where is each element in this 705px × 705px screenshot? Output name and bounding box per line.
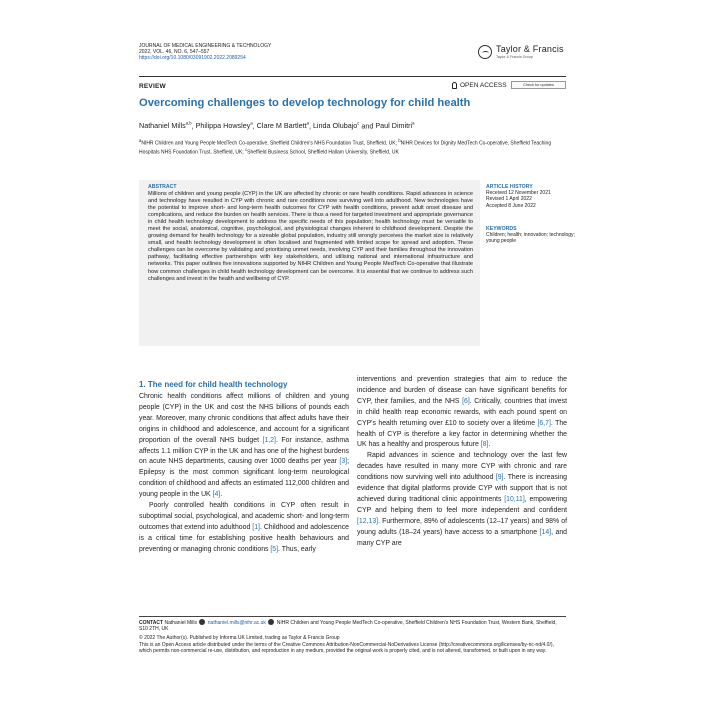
citation-link[interactable]: [1,2] [262,436,276,444]
copyright-note: © 2022 The Author(s). Published by Informa UK Limited, trading as Taylor & Francis Group [139,635,340,641]
journal-volume: 2022, VOL. 46, NO. 6, 547–557 [139,49,210,56]
article-type: REVIEW [139,83,166,90]
paragraph: Chronic health conditions affect millions of children and young people (CYP) in the UK and cost the NHS billions of pounds each year. Moreover, many chronic conditions that affect adults have their origins in childhood and adolescence, and account for a significant proportion of the overall NHS budget [1,2]. For instance, asthma affects 1.1 million CYP in the UK and has one of the highest burdens on acute NHS departments, causing over 1000 deaths per year [3]; Epilepsy is the most common significant long-term neurological condition of childhood and affects an estimated 112,000 children and young people in the UK [4]. [139,393,350,499]
paragraph: interventions and prevention strategies that aim to reduce the incidence and burden of disease can have significant benefits for CYP, their families, and the NHS [6]. Critically, countries that invest in child health reap economic rewards, with each pound spent on CYP's health returning over £10 to society over a lifetime [6,7]. The health of CYP is therefore a key factor in determining whether the UK has a healthy and prosperous future [8]. [357,376,568,449]
citation-link[interactable]: [6,7] [537,419,551,427]
keywords-text: Children; health; innovation; technology; young people [486,232,575,245]
author-name: Nathaniel Mills$^{a,b}$ [139,121,192,131]
paragraph: Poorly controlled health conditions in CYP often result in suboptimal social, psychological, and academic short- and long-term outcomes that extend into adulthood [1]. Childhood and adolescence is a critical time for establishing positive health behaviours and preventing or managing chronic conditions [5]. Thus, early [139,502,349,553]
revised-date: Revised 1 April 2022 [486,196,532,203]
author-list: Nathaniel Mills$^{a,b}$, Philippa Howsley$^a$, Clare M Bartlett$^a$, Linda Olubajo$^c$ and Paul Dimitri$^a$ [139,121,415,131]
paragraph: Rapid advances in science and technology over the last few decades have resulted in many more CYP with chronic and rare conditions now surviving well into adulthood [9]. There is increasing evidence that digital platforms provide CYP with support that is not achieved during traditional clinic appointments [10,11], empowering CYP and helping them to feel more independent and confident [12,13]. Furthermore, 89% of adolescents (12–17 years) and 98% of young adults (18–24 years) have access to a smartphone [14], and many CYP are [357,452,567,547]
author-name: Philippa Howsley$^a$ [195,121,253,131]
journal-header [139,43,271,62]
received-date: Received 12 November 2021 [486,190,551,197]
doi-link[interactable]: https://doi.org/10.1080/03091902.2022.2089254 [139,55,246,62]
publisher-logo-icon [478,45,492,59]
citation-link[interactable]: [14] [539,528,552,536]
article-history [486,184,576,209]
keywords [486,226,576,245]
citation-link[interactable]: [4] [212,491,221,499]
publisher-logo [478,44,564,59]
citation-link[interactable]: [8] [480,441,489,449]
author-name: Paul Dimitri$^a$ [375,121,415,131]
abstract-heading: ABSTRACT [148,184,177,190]
citation-link[interactable]: [6] [462,397,470,405]
keywords-heading: KEYWORDS [486,226,517,232]
journal-name: JOURNAL OF MEDICAL ENGINEERING & TECHNOLOGY [139,43,272,49]
email-icon [199,619,205,625]
article-title: Overcoming challenges to develop technology for child health [139,97,471,109]
open-lock-icon [452,82,457,89]
article-history-heading: ARTICLE HISTORY [486,184,533,190]
affiliations: $^a$NIHR Children and Young People MedTech Co-operative, Sheffield Children's NHS Foundation Trust, Sheffield, UK; $^b$NIHR Devices for Dignity MedTech Co-operative, Sheffield Teaching Hospitals NHS Foundation Trust, Sheffield, UK; $^c$Sheffield Business School, Sheffield Hallam University, Sheffield, UK [139,138,552,156]
citation-link[interactable]: [9] [495,474,504,482]
citation-link[interactable]: [12,13] [357,517,379,525]
check-updates-button[interactable]: Check for updates [511,81,566,89]
contact-note: CONTACT Nathaniel Mills nathaniel.mills@nihr.ac.uk NIHR Children and Young People MedTech Co-operative, Sheffield Children's NHS Foundation Trust, Western Bank, Sheffield, S10 2TH, UK [139,620,557,633]
footer-rule [139,616,566,617]
section-heading: 1. The need for child health technology [139,380,288,389]
abstract-text: Millions of children and young people (CYP) in the UK are affected by chronic or rare health conditions. Rapid advances in science and technology have resulted in CYP with chronic and rare conditions now surviving well into adulthood. New technologies have the potential to improve short- and long-term health outcomes for CYP with health conditions, prevent adult onset disease and complications, and reduce the burden on health services. There is thus a need for targeted investment and appropriate governance in child health technology development to address the specific needs of this population; health technology must be versatile to meet the social, anatomical, cognitive, psychological, and physiological changes inherent to childhood development. Despite the growing demand for health technology for a sizeable global population, industry still wrongly perceives the market size is relatively small, and health technology development is often localised and fragmented with limited scope for spread and adoption. These challenges can be overcome by validating and prioritising unmet needs, involving CYP and their families throughout the innovation pathway, facilitating effective partnerships with key stakeholders, and utilising national and international infrastructure and networks. This paper outlines five innovations supported by NIHR Children and Young People MedTech Co-operative that illustrate how common challenges in child health technology development can be overcome. It is essential that we continue to address such challenges and invest in the health and wellbeing of CYP. [148,191,473,282]
citation-link[interactable]: [3] [339,458,348,466]
header-rule [139,76,566,77]
contact-email-link[interactable]: nathaniel.mills@nihr.ac.uk [207,620,266,626]
license-note: This is an Open Access article distributed under the terms of the Creative Commons Attribution-NonCommercial-NoDerivatives License (http://creativecommons.org/licenses/by-nc-nd/4.0/), which permits non-commercial re-use, distribution, and reproduction in any medium, provided the original work is properly cited, and is not altered, transformed, or built upon in any way. [139,642,554,655]
citation-link[interactable]: [5] [270,545,279,553]
author-name: Clare M Bartlett$^a$ [256,121,309,131]
open-access-badge: OPEN ACCESS [452,82,507,89]
body-column-right [357,375,567,550]
publisher-subname: Taylor & Francis Group [496,55,533,59]
accepted-date: Accepted 8 June 2022 [486,202,536,209]
publisher-name: Taylor & Francis [496,44,564,54]
body-column-left [139,392,349,556]
citation-link[interactable]: [10,11] [504,495,525,503]
author-name: Linda Olubajo$^c$ [312,121,360,131]
citation-link[interactable]: [1] [252,523,260,531]
orcid-icon [268,619,274,625]
